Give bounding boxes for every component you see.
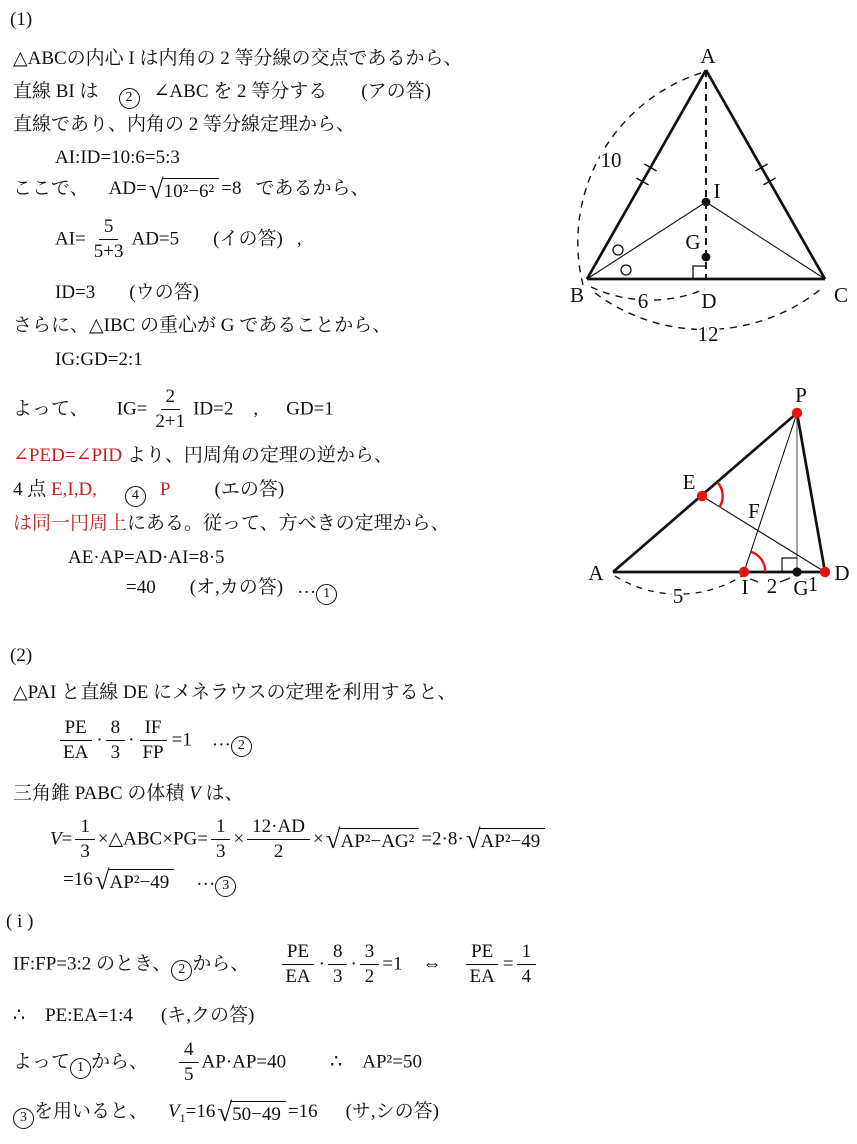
centroid-point-G bbox=[702, 253, 711, 262]
p1-line2-a: 直線 BI は bbox=[13, 81, 99, 102]
part2-subheading-i bbox=[6, 910, 33, 935]
label-I: I bbox=[713, 179, 721, 203]
p1-line10-c: ID=2 bbox=[193, 398, 234, 420]
side-AC bbox=[706, 70, 825, 279]
point-D bbox=[820, 567, 830, 577]
p1-line15-a: =40 bbox=[126, 577, 156, 598]
numerator: 5 bbox=[99, 216, 119, 240]
fraction bbox=[247, 816, 310, 864]
label-C: C bbox=[833, 283, 849, 307]
spacer bbox=[179, 243, 213, 244]
fraction bbox=[89, 216, 129, 264]
angle-arc-PID bbox=[751, 552, 765, 572]
fraction bbox=[280, 941, 315, 989]
radical-sign: √ bbox=[94, 864, 110, 895]
part2-heading-label: (2) bbox=[10, 645, 33, 666]
denominator: 3 bbox=[80, 841, 90, 863]
p2-line3-b: から、 bbox=[192, 953, 250, 975]
p1-line9-text: IG:GD=2:1 bbox=[55, 349, 143, 370]
fraction bbox=[150, 386, 190, 434]
p1-line5-b: AD= bbox=[108, 178, 147, 199]
point-P bbox=[792, 408, 802, 418]
p1-line11-black: より、円周角の定理の逆から、 bbox=[122, 445, 393, 466]
p2-line5-b: から、 bbox=[91, 1051, 149, 1073]
p2-line5-expression: AP·AP=40 bbox=[201, 1051, 287, 1073]
p1-line7 bbox=[55, 281, 199, 306]
numerator: PE bbox=[282, 941, 314, 965]
point-E bbox=[697, 491, 707, 501]
numerator: 2 bbox=[161, 386, 181, 410]
volume-V: V bbox=[50, 828, 62, 850]
p2-eq2 bbox=[55, 717, 252, 765]
numerator: IF bbox=[140, 717, 167, 741]
p1-line5-c: =8 bbox=[221, 178, 242, 199]
spacer bbox=[442, 968, 462, 969]
ellipsis: … bbox=[196, 869, 216, 890]
length-label-12: 12 bbox=[697, 322, 719, 346]
p2-line1-text: △PAI と直線 DE にメネラウスの定理を利用すると、 bbox=[13, 682, 457, 703]
numerator: 1 bbox=[517, 941, 537, 965]
angle-arc-PED bbox=[718, 482, 723, 507]
denominator: EA bbox=[469, 966, 495, 988]
label-F: F bbox=[748, 499, 760, 523]
numerator: 8 bbox=[106, 717, 126, 741]
spacer bbox=[283, 592, 297, 593]
spacer bbox=[192, 744, 212, 745]
denominator: 2 bbox=[273, 841, 284, 863]
sqrt-expression bbox=[217, 1096, 286, 1127]
p1-line2-b: ∠ABC を 2 等分する bbox=[153, 81, 328, 102]
spacer bbox=[97, 494, 125, 495]
spacer bbox=[146, 494, 160, 495]
p1-line6-answer: (イの答) bbox=[213, 228, 283, 250]
radicand: 10²−6² bbox=[162, 178, 220, 202]
p1-line11 bbox=[13, 444, 393, 469]
equals-one: =1 bbox=[171, 729, 192, 751]
length-label-5: 5 bbox=[672, 584, 684, 608]
denominator: 2 bbox=[364, 966, 375, 988]
p2-line5-a: よって bbox=[13, 1051, 71, 1073]
fraction bbox=[106, 717, 126, 765]
p1-line8 bbox=[13, 314, 391, 339]
p1-line13-black: にある。従って、方べきの定理から、 bbox=[127, 513, 450, 534]
p1-line14 bbox=[68, 546, 225, 571]
spacer bbox=[286, 1066, 330, 1067]
p1-line2-answer: (アの答) bbox=[361, 81, 431, 102]
times: × bbox=[233, 828, 245, 850]
spacer bbox=[283, 243, 297, 244]
p1-line7-answer: (ウの答) bbox=[129, 282, 199, 303]
label-G: G bbox=[685, 230, 701, 254]
p2-line4-ratio: PE:EA=1:4 bbox=[45, 1005, 133, 1026]
part2-heading bbox=[10, 644, 32, 669]
p1-line5 bbox=[13, 173, 370, 204]
numerator: 8 bbox=[328, 941, 348, 965]
denominator: 3 bbox=[332, 966, 343, 988]
p1-line4-text: AI:ID=10:6=5:3 bbox=[55, 147, 180, 168]
numerator: 12·AD bbox=[247, 816, 310, 840]
numerator: PE bbox=[466, 941, 498, 965]
diagram-triangle-apd bbox=[558, 372, 857, 630]
numerator: 4 bbox=[179, 1039, 199, 1063]
denominator: 5+3 bbox=[93, 241, 124, 263]
spacer bbox=[318, 1116, 346, 1117]
denominator: 4 bbox=[521, 966, 532, 988]
times: × bbox=[312, 828, 324, 850]
spacer bbox=[140, 96, 154, 97]
p1-line6-b: AD=5 bbox=[131, 228, 180, 250]
spacer bbox=[171, 494, 215, 495]
p2-line5-result: AP²=50 bbox=[362, 1051, 422, 1073]
p2-line2 bbox=[13, 782, 244, 807]
cdot: · bbox=[318, 953, 325, 975]
circled-2: 2 bbox=[119, 88, 140, 109]
p1-line12-red-points: E,I,D, bbox=[51, 479, 97, 500]
equals: = bbox=[502, 953, 514, 975]
label-D: D bbox=[834, 561, 850, 585]
subscript-1: 1 bbox=[179, 1110, 186, 1125]
p1-line14-text: AE·AP=AD·AI=8·5 bbox=[68, 547, 225, 568]
p1-line12-a: 4 点 bbox=[13, 479, 52, 500]
denominator: 3 bbox=[215, 841, 226, 863]
radical-sign: √ bbox=[148, 173, 164, 204]
spacer bbox=[258, 413, 286, 414]
volume-V: V bbox=[189, 783, 201, 804]
fraction bbox=[75, 816, 95, 864]
p1-line7-a: ID=3 bbox=[55, 282, 96, 303]
angle-mark-circle-1 bbox=[613, 245, 623, 255]
denominator: 3 bbox=[110, 742, 121, 764]
p2-line4-answer: (キ,クの答) bbox=[160, 1005, 255, 1026]
spacer bbox=[148, 1116, 168, 1117]
denominator: 2+1 bbox=[155, 411, 186, 433]
p1-line13 bbox=[13, 512, 450, 537]
p2-line4 bbox=[13, 1004, 254, 1029]
fraction bbox=[360, 941, 380, 989]
p2-line1 bbox=[13, 681, 457, 706]
spacer bbox=[95, 297, 129, 298]
sqrt-expression bbox=[148, 173, 219, 204]
spacer bbox=[342, 1066, 362, 1067]
radical-sign: √ bbox=[217, 1096, 233, 1127]
p1-line5-d: であるから、 bbox=[255, 178, 370, 199]
p1-line13-red: は同一円周上 bbox=[13, 513, 128, 534]
spacer bbox=[233, 413, 253, 414]
spacer bbox=[249, 968, 277, 969]
angle-mark-circle-2 bbox=[621, 265, 631, 275]
p1-line12-red-P: P bbox=[159, 479, 171, 500]
p2-line3 bbox=[13, 941, 539, 989]
spacer bbox=[89, 193, 109, 194]
ellipsis: … bbox=[211, 729, 231, 751]
p1-line10-b: IG= bbox=[116, 398, 148, 420]
cdot: · bbox=[96, 729, 103, 751]
circled-2: 2 bbox=[231, 736, 252, 757]
p1-line10-d: GD=1 bbox=[286, 398, 334, 420]
segment-IC bbox=[706, 202, 825, 279]
p1-line6-a: AI= bbox=[55, 228, 86, 250]
spacer bbox=[89, 413, 117, 414]
p1-line8-text: さらに、△IBC の重心が G であることから、 bbox=[13, 315, 392, 336]
p1-line1-text: △ABCの内心 I は内角の 2 等分線の交点であるから、 bbox=[13, 48, 463, 69]
p2-eqv-line1 bbox=[50, 816, 547, 864]
p1-line6 bbox=[55, 216, 302, 264]
fraction bbox=[58, 717, 93, 765]
denominator: EA bbox=[285, 966, 311, 988]
p2-line2-b: は、 bbox=[200, 783, 244, 804]
spacer bbox=[241, 193, 255, 194]
label-B: B bbox=[569, 283, 585, 307]
right-angle-mark-D bbox=[693, 266, 706, 279]
label-A: A bbox=[700, 44, 716, 68]
comma: , bbox=[296, 228, 302, 250]
part1-heading bbox=[10, 8, 32, 33]
sqrt-expression bbox=[325, 823, 420, 854]
radicand: 50−49 bbox=[230, 1101, 286, 1125]
equals-one: =1 bbox=[382, 953, 403, 975]
equals-16-result: =16 bbox=[287, 1101, 318, 1122]
spacer bbox=[99, 96, 119, 97]
p1-line9 bbox=[55, 348, 143, 373]
fraction bbox=[517, 941, 537, 989]
length-label-2: 2 bbox=[766, 574, 778, 598]
radical-sign: √ bbox=[325, 823, 341, 854]
fraction bbox=[137, 717, 168, 765]
length-label-1: 1 bbox=[807, 572, 819, 596]
spacer bbox=[327, 96, 361, 97]
radicand: AP²−49 bbox=[479, 828, 546, 852]
numerator: 1 bbox=[211, 816, 231, 840]
p2-line6-a: を用いると、 bbox=[34, 1101, 149, 1122]
p2-line6 bbox=[13, 1096, 440, 1129]
label-D: D bbox=[701, 289, 717, 313]
p2-eqv-line2 bbox=[63, 864, 236, 897]
numerator: PE bbox=[60, 717, 92, 741]
p1-line15-answer: (オ,カの答) bbox=[189, 577, 284, 598]
circled-3: 3 bbox=[215, 876, 236, 897]
p1-line3 bbox=[13, 113, 355, 138]
side-PD bbox=[797, 413, 825, 572]
p1-line5-a: ここで、 bbox=[13, 178, 89, 199]
circled-4: 4 bbox=[125, 486, 146, 507]
subheading-i-label: ( i ) bbox=[6, 911, 34, 932]
p1-line12-answer: (エの答) bbox=[214, 479, 285, 500]
length-label-10: 10 bbox=[600, 148, 622, 172]
length-label-6: 6 bbox=[637, 289, 649, 313]
spacer bbox=[156, 592, 190, 593]
denominator: 5 bbox=[184, 1064, 194, 1086]
equals-16: =16 bbox=[185, 1101, 216, 1122]
label-G: G bbox=[793, 576, 809, 600]
numerator: 3 bbox=[360, 941, 380, 965]
denominator: FP bbox=[142, 742, 164, 764]
diagram-triangle-abc-incenter bbox=[553, 33, 855, 365]
circled-1: 1 bbox=[70, 1058, 91, 1079]
p1-line10 bbox=[13, 386, 334, 434]
p1-line4 bbox=[55, 146, 180, 171]
denominator: EA bbox=[63, 742, 89, 764]
equals-16: =16 bbox=[63, 869, 93, 890]
p2-line3-a: IF:FP=3:2 のとき、 bbox=[13, 953, 172, 975]
p2-line2-a: 三角錐 PABC の体積 bbox=[13, 783, 190, 804]
p1-line10-a: よって、 bbox=[13, 398, 89, 420]
part1-heading-label: (1) bbox=[10, 9, 33, 30]
p2-line6-answer: (サ,シの答) bbox=[345, 1101, 440, 1122]
therefore-sign: ∴ bbox=[330, 1051, 343, 1073]
incenter-point-I bbox=[702, 198, 711, 207]
numerator: 1 bbox=[75, 816, 95, 840]
label-A: A bbox=[588, 561, 604, 585]
circled-3: 3 bbox=[13, 1108, 34, 1129]
equals: = bbox=[61, 828, 73, 850]
p1-line12 bbox=[13, 478, 284, 507]
cdot: · bbox=[350, 953, 357, 975]
spacer bbox=[25, 1020, 45, 1021]
ellipsis: … bbox=[297, 577, 317, 598]
therefore-sign: ∴ bbox=[13, 1005, 26, 1026]
radicand: AP²−49 bbox=[108, 869, 175, 893]
p1-line2 bbox=[13, 80, 431, 109]
label-P: P bbox=[795, 383, 807, 407]
volume-V1: V bbox=[168, 1101, 180, 1122]
p1-line11-red: ∠PED=∠PID bbox=[13, 445, 123, 466]
sqrt-expression bbox=[94, 864, 175, 895]
fraction bbox=[328, 941, 348, 989]
radicand: AP²−AG² bbox=[339, 828, 420, 852]
label-I: I bbox=[741, 575, 749, 599]
spacer bbox=[133, 1020, 161, 1021]
radical-sign: √ bbox=[465, 823, 481, 854]
times-abc-pg: ×△ABC×PG= bbox=[97, 828, 208, 850]
sqrt-expression bbox=[465, 823, 546, 854]
fraction bbox=[211, 816, 231, 864]
iff-arrow: ⇔ bbox=[422, 953, 442, 975]
comma: , bbox=[253, 398, 259, 420]
cdot: · bbox=[128, 729, 135, 751]
spacer bbox=[148, 1066, 176, 1067]
circled-1: 1 bbox=[316, 584, 337, 605]
fraction bbox=[465, 941, 500, 989]
spacer bbox=[403, 968, 423, 969]
p1-line1 bbox=[13, 47, 463, 72]
equals-2-8: =2·8· bbox=[421, 828, 464, 850]
p2-line5 bbox=[13, 1039, 422, 1087]
circled-2: 2 bbox=[171, 960, 192, 981]
p1-line3-text: 直線であり、内角の 2 等分線定理から、 bbox=[13, 114, 356, 135]
label-E: E bbox=[682, 470, 696, 494]
fraction bbox=[179, 1039, 199, 1087]
p1-line15 bbox=[126, 576, 337, 605]
spacer bbox=[176, 884, 196, 885]
